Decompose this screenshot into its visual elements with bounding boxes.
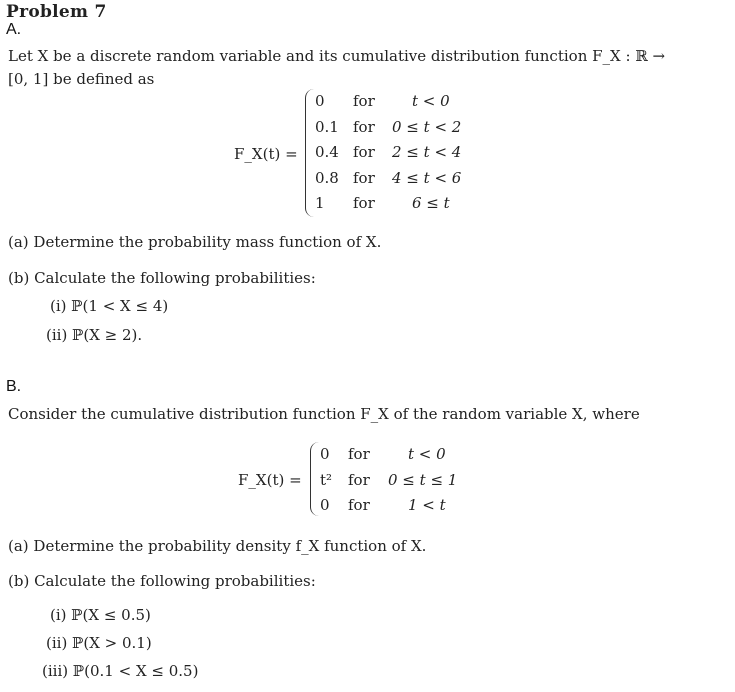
part-a-intro-line2: [0, 1] be defined as	[8, 70, 155, 88]
part-a-case-for: for	[353, 117, 375, 136]
part-a-case-condition: 0 ≤ t < 2	[392, 117, 462, 136]
part-a-sub-i: (i) ℙ(1 < X ≤ 4)	[50, 297, 169, 315]
part-a-case-condition: t < 0	[412, 92, 450, 110]
part-a-sub-ii: (ii) ℙ(X ≥ 2).	[46, 326, 143, 344]
part-a-case-value: 0.1	[315, 117, 339, 136]
part-b-case-for: for	[348, 445, 370, 463]
part-a-case-for: for	[353, 92, 375, 110]
part-a-case-for: for	[353, 168, 375, 187]
part-b-sub-ii: (ii) ℙ(X > 0.1)	[46, 634, 152, 652]
part-a-intro-line1: Let X be a discrete random variable and its cumulative distribution function F_X : ℝ →	[8, 47, 666, 65]
part-a-case-value: 0	[315, 92, 325, 110]
part-b-case-value: t²	[320, 470, 333, 489]
part-b-question-b: (b) Calculate the following probabilities:	[8, 572, 316, 590]
part-b-sub-iii: (iii) ℙ(0.1 < X ≤ 0.5)	[42, 662, 199, 680]
part-b-sub-i: (i) ℙ(X ≤ 0.5)	[50, 606, 151, 624]
part-a-case-value: 1	[315, 194, 325, 212]
part-b-cdf-lhs: F_X(t) =	[238, 471, 302, 489]
part-a-case-value: 0.8	[315, 168, 339, 187]
part-b-case-for: for	[348, 470, 370, 489]
part-b-case-value: 0	[320, 445, 330, 463]
part-a-left-brace	[305, 89, 314, 217]
part-b-intro: Consider the cumulative distribution function F_X of the random variable X, where	[8, 405, 640, 423]
part-a-case-for: for	[353, 194, 375, 212]
part-b-case-for: for	[348, 496, 370, 514]
part-a-case-condition: 4 ≤ t < 6	[392, 168, 462, 187]
problem-title: Problem 7	[6, 2, 107, 22]
part-a-case-condition: 6 ≤ t	[412, 194, 450, 212]
part-a-case-condition: 2 ≤ t < 4	[392, 143, 462, 161]
part-b-case-condition: 0 ≤ t ≤ 1	[388, 470, 458, 489]
part-b-label: B.	[6, 378, 22, 395]
part-a-label: A.	[6, 21, 22, 38]
part-b-question-a: (a) Determine the probability density f_X function of X.	[8, 537, 427, 555]
part-b-case-condition: 1 < t	[408, 496, 446, 514]
part-a-question-a: (a) Determine the probability mass function of X.	[8, 233, 382, 251]
part-a-cdf-lhs: F_X(t) =	[234, 145, 298, 163]
part-a-question-b: (b) Calculate the following probabilities:	[8, 269, 316, 287]
part-b-left-brace	[310, 442, 319, 516]
part-b-case-condition: t < 0	[408, 445, 446, 463]
part-a-case-for: for	[353, 143, 375, 161]
part-a-case-value: 0.4	[315, 143, 339, 161]
part-b-case-value: 0	[320, 496, 330, 514]
